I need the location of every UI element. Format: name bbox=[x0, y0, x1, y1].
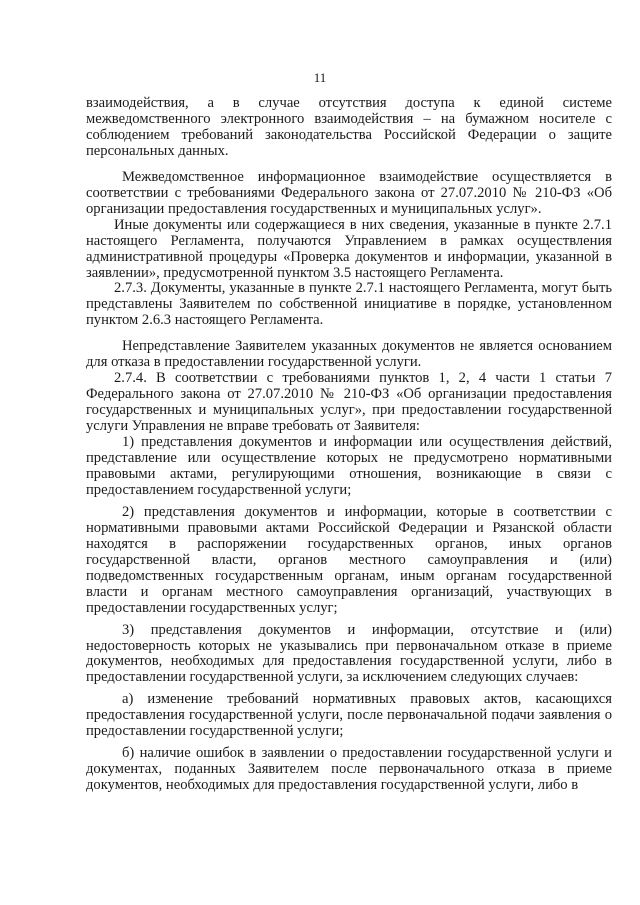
list-subitem-b: б) наличие ошибок в заявлении о предоставлении государственной услуги и документах, поданных Заявителем после первоначального отказа в приеме документов, необходимых для предоставления государственной услуги, либо в bbox=[86, 745, 612, 794]
list-item-1: 1) представления документов и информации или осуществления действий, представление или осуществление которых не предусмотрено нормативными правовыми актами, регулирующими отношения, возникающие в связи с предоставлением государственной услуги; bbox=[86, 434, 612, 498]
list-item-3: 3) представления документов и информации, отсутствие и (или) недостоверность которых не указывались при первоначальном отказе в приеме документов, необходимых для предоставления государственной услуги, либо в предоставлении государственной услуги, за исключением следующих случаев: bbox=[86, 621, 612, 686]
paragraph-other-documents: Иные документы или содержащиеся в них сведения, указанные в пункте 2.7.1 настоящего Регламента, получаются Управлением в рамках осуществления административной процедуры «Проверка документов и информации, указанной в заявлении», предусмотренной пунктом 3.5 настоящего Регламента. bbox=[86, 216, 612, 281]
paragraph-continuation: взаимодействия, а в случае отсутствия доступа к единой системе межведомственного электронного взаимодействия – на бумажном носителе с соблюдением требований законодательства Российской Федерации о защите персональных данных. bbox=[86, 95, 612, 159]
list-item-2: 2) представления документов и информации, которые в соответствии с нормативными правовыми актами Российской Федерации и Рязанской области находятся в распоряжении государственных органов, иных органов государственной власти, органов местного самоуправления и (или) подведомственных государственным органам, иным органам государственной власти и органам местного самоуправления организаций, участвующих в предоставлении государственных услуг; bbox=[86, 503, 612, 616]
paragraph-interagency-interaction: Межведомственное информационное взаимодействие осуществляется в соответствии с требованиями Федерального закона от 27.07.2010 № 210-ФЗ «Об организации предоставления государственных и муниципальных услуг». bbox=[86, 168, 612, 217]
paragraph-non-submission: Непредставление Заявителем указанных документов не является основанием для отказа в предоставлении государственной услуги. bbox=[86, 338, 612, 371]
paragraph-2-7-4: 2.7.4. В соответствии с требованиями пунктов 1, 2, 4 части 1 статьи 7 Федерального закона от 27.07.2010 № 210-ФЗ «Об организации предоставления государственных и муниципальных услуг», при предоставлении государственной услуги Управления не вправе требовать от Заявителя: bbox=[86, 370, 612, 435]
list-subitem-a: а) изменение требований нормативных правовых актов, касающихся предоставления государственной услуги, после первоначальной подачи заявления о предоставлении государственной услуги; bbox=[86, 691, 612, 740]
paragraph-2-7-3: 2.7.3. Документы, указанные в пункте 2.7.1 настоящего Регламента, могут быть представлены Заявителем по собственной инициативе в порядке, установленном пунктом 2.6.3 настоящего Регламента. bbox=[86, 280, 612, 329]
document-body bbox=[86, 96, 612, 794]
page-number: 11 bbox=[313, 70, 327, 85]
